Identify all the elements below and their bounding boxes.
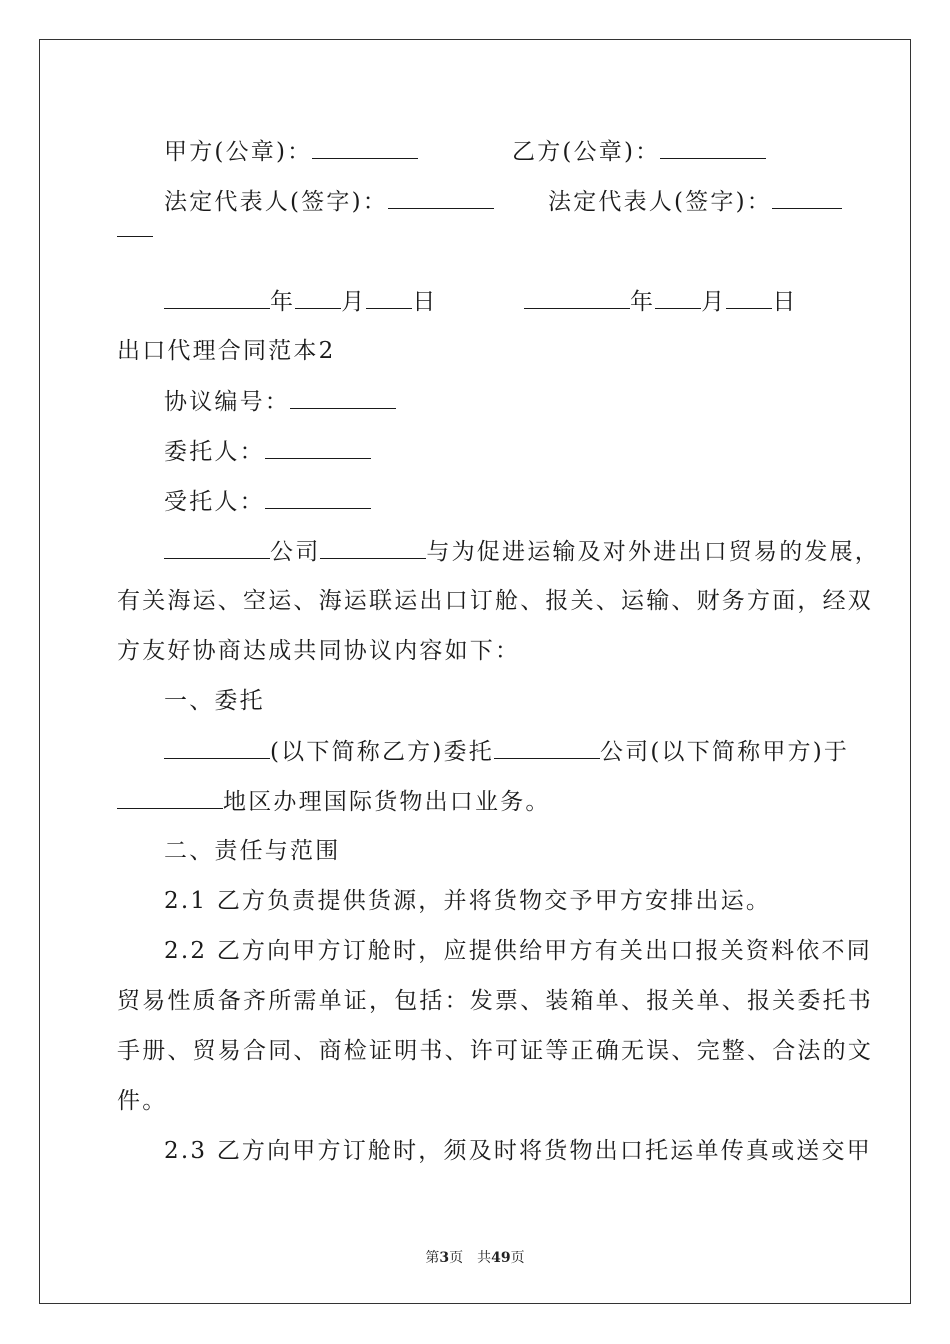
rep-a-blank [388,186,494,209]
rep-b-label: 法定代表人(签字)： [548,189,772,215]
rep-a-label: 法定代表人(签字)： [164,189,388,215]
agreement-number-label: 协议编号： [164,389,290,415]
document-title: 出口代理合同范本2 [117,338,336,364]
party-a-blank [312,136,418,159]
date-line-a [164,286,438,317]
rep-b-blank-cont [117,214,153,245]
intro-paragraph-line-2: 有关海运、空运、海运联运出口订舱、报关、运输、财务方面，经双 [117,588,873,614]
clause-2-2-line-3: 手册、贸易合同、商检证明书、许可证等正确无误、完整、合法的文 [117,1038,873,1064]
page-border [39,39,911,1304]
day-label: 日 [412,289,438,315]
clause-2-2-line-2: 贸易性质备齐所需单证，包括：发票、装箱单、报关单、报关委托书 [117,988,873,1014]
date-line-b [524,286,798,317]
total-page-count: 49 [491,1250,511,1266]
section-1-heading: 一、委托 [164,688,265,714]
party-a-label: 甲方(公章)： [164,139,313,165]
agent-line [164,486,371,517]
agent-label: 受托人： [164,489,265,515]
rep-b-blank [772,186,842,209]
month-label: 月 [341,289,367,315]
rep-a-line [164,186,494,217]
clause-2-2-line-1: 2.2 乙方向甲方订舱时，应提供给甲方有关出口报关资料依不同 [164,938,872,964]
section-1-line-1: (以下简称乙方)委托 公司(以下简称甲方)于 [164,736,849,767]
intro-paragraph-line-1: 公司 与为促进运输及对外进出口贸易的发展， [164,536,880,567]
current-page-number: 3 [439,1250,450,1266]
principal-line [164,436,371,467]
page-footer: 第3页 共49页 [425,1250,525,1266]
agreement-number-line [164,386,396,417]
clause-2-2-line-4: 件。 [117,1088,168,1114]
section-1-line-2: 地区办理国际货物出口业务。 [117,786,551,817]
year-label: 年 [270,289,296,315]
party-a-seal-line [164,136,418,167]
year-label: 年 [630,289,656,315]
party-b-label: 乙方(公章)： [512,139,661,165]
clause-2-1: 2.1 乙方负责提供货源，并将货物交予甲方安排出运。 [164,888,772,914]
principal-label: 委托人： [164,439,265,465]
clause-2-3-line-1: 2.3 乙方向甲方订舱时，须及时将货物出口托运单传真或送交甲 [164,1138,872,1164]
rep-b-line [548,186,842,217]
month-label: 月 [701,289,727,315]
party-b-seal-line [512,136,766,167]
section-2-heading: 二、责任与范围 [164,838,341,864]
intro-paragraph-line-3: 方友好协商达成共同协议内容如下： [117,638,521,664]
day-label: 日 [772,289,798,315]
party-b-blank [660,136,766,159]
